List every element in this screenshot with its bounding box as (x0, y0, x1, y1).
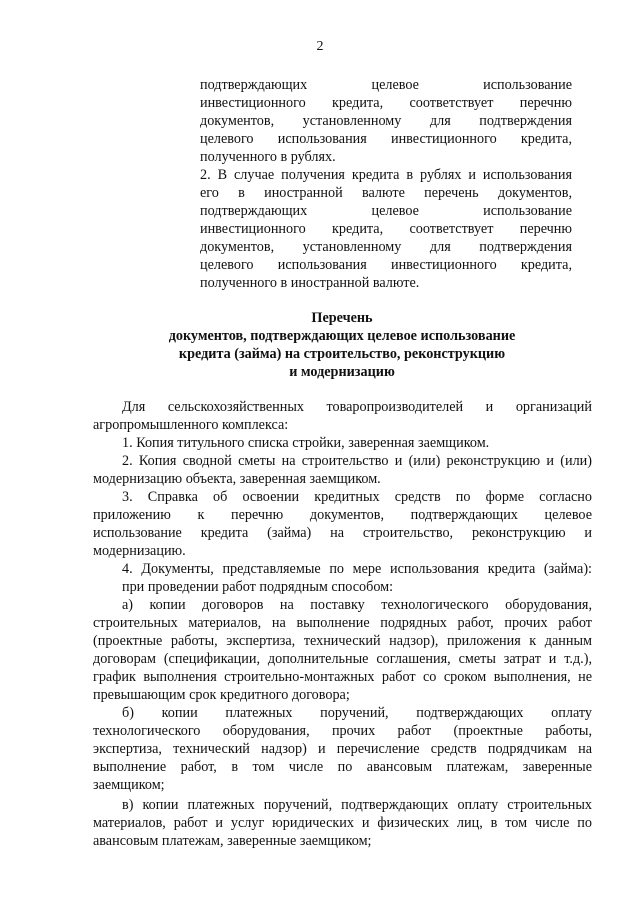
intro-line: полученного в рублях. (200, 149, 336, 165)
heading-title: Перечень (311, 310, 373, 326)
body-line: авансовым платежам, заверенные заемщиком; (93, 833, 372, 849)
intro-line: подтверждающих целевое использование (200, 77, 572, 93)
body-line: 2. Копия сводной сметы на строительство и (или) реконструкцию и (или) (122, 453, 592, 469)
body-line: строительных материалов, на выполнение подрядных работ, прочих работ (93, 615, 592, 631)
body-line: 3. Справка об освоении кредитных средств по форме согласно (122, 489, 592, 505)
body-line: приложению к перечню документов, подтверждающих целевое (93, 507, 592, 523)
body-line: заемщиком; (93, 777, 165, 793)
intro-line: полученного в иностранной валюте. (200, 275, 420, 291)
page-number: 2 (316, 39, 324, 54)
body-line: модернизацию. (93, 543, 186, 559)
intro-line: целевого использования инвестиционного кредита, (200, 257, 572, 273)
body-line: в) копии платежных поручений, подтверждающих оплату строительных (122, 797, 592, 813)
body-line: использование кредита (займа) на строительство, реконструкцию и (93, 525, 592, 541)
intro-line: инвестиционного кредита, соответствует перечню (200, 221, 572, 237)
body-line: технологического оборудования, прочих работ (проектные работы, (93, 723, 592, 739)
body-line: при проведении работ подрядным способом: (122, 579, 394, 595)
body-line: 1. Копия титульного списка стройки, заверенная заемщиком. (122, 435, 490, 451)
body-line: экспертиза, технический надзор) и перечисление средств подрядчикам на (93, 741, 592, 757)
intro-line: документов, установленному для подтверждения (200, 239, 572, 255)
body-line: б) копии платежных поручений, подтверждающих оплату (122, 705, 592, 721)
intro-line: документов, установленному для подтверждения (200, 113, 572, 129)
heading-line: и модернизацию (289, 364, 395, 380)
body-line: (проектные работы, экспертиза, технический надзор), приложения к данным (93, 633, 592, 649)
body-line: договорам (спецификации, дополнительные соглашения, сметы затрат и т.д.), (93, 651, 592, 667)
body-line: выполнение работ, в том числе по авансовым платежам, заверенные (93, 759, 592, 775)
body-line: превышающим срок кредитного договора; (93, 687, 350, 703)
intro-line: подтверждающих целевое использование (200, 203, 572, 219)
body-line: материалов, работ и услуг юридических и физических лиц, в том числе по (93, 815, 592, 831)
body-line: 4. Документы, представляемые по мере использования кредита (займа): (122, 561, 592, 577)
heading-line: документов, подтверждающих целевое использование (168, 328, 516, 344)
intro-line: его в иностранной валюте перечень документов, (200, 185, 572, 201)
intro-line: целевого использования инвестиционного кредита, (200, 131, 572, 147)
intro-line: инвестиционного кредита, соответствует перечню (200, 95, 572, 111)
heading-line: кредита (займа) на строительство, реконструкцию (178, 346, 506, 362)
body-line: модернизацию объекта, заверенная заемщиком. (93, 471, 381, 487)
body-line: а) копии договоров на поставку технологического оборудования, (122, 597, 592, 613)
body-line: агропромышленного комплекса: (93, 417, 289, 433)
body-line: график выполнения строительно-монтажных работ со сроком выполнения, не (93, 669, 592, 685)
intro-line: 2. В случае получения кредита в рублях и использования (200, 167, 572, 183)
body-line: Для сельскохозяйственных товаропроизводителей и организаций (122, 399, 592, 415)
